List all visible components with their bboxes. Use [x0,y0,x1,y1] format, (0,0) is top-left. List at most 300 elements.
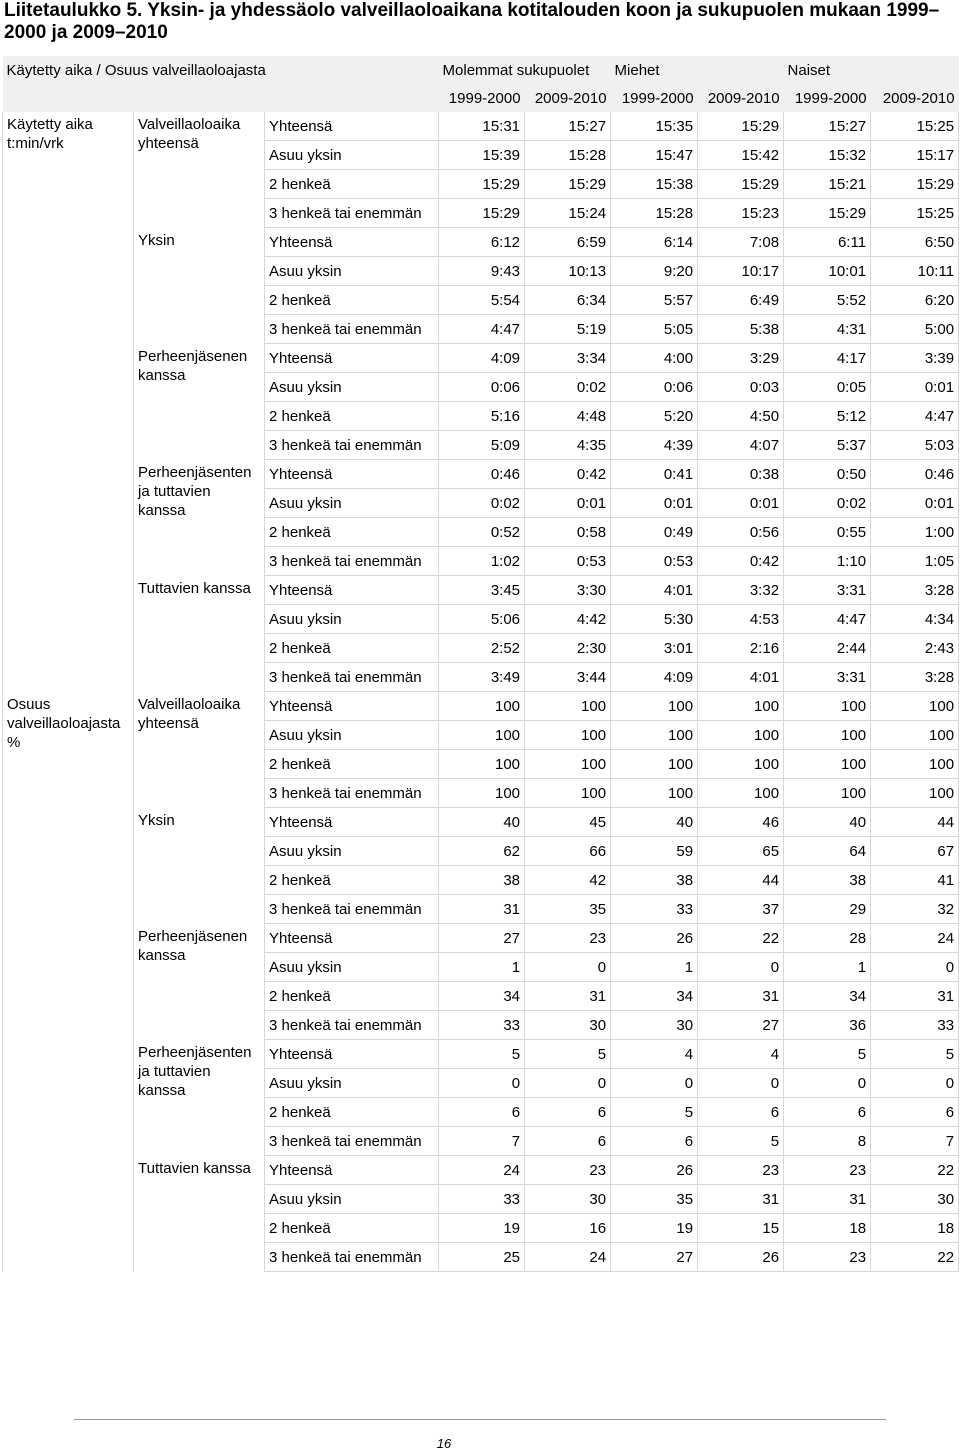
row-label: Yhteensä [265,228,439,257]
value-cell: 0 [698,1069,784,1098]
section-label: Käytetty aika t:min/vrk [3,112,134,692]
value-cell: 62 [439,837,525,866]
value-cell: 15:28 [525,141,611,170]
value-cell: 10:17 [698,257,784,286]
value-cell: 4:01 [611,576,698,605]
row-label: Yhteensä [265,924,439,953]
value-cell: 0:55 [784,518,871,547]
value-cell: 100 [871,779,959,808]
table-body [3,112,959,1272]
value-cell: 7 [871,1127,959,1156]
value-cell: 24 [871,924,959,953]
row-label: 3 henkeä tai enemmän [265,1243,439,1272]
value-cell: 100 [698,721,784,750]
value-cell: 6 [871,1098,959,1127]
value-cell: 23 [784,1243,871,1272]
value-cell: 100 [439,692,525,721]
value-cell: 0 [784,1069,871,1098]
value-cell: 40 [439,808,525,837]
value-cell: 4:34 [871,605,959,634]
value-cell: 3:45 [439,576,525,605]
value-cell: 28 [784,924,871,953]
value-cell: 15:17 [871,141,959,170]
value-cell: 15:31 [439,112,525,141]
value-cell: 0:06 [439,373,525,402]
value-cell: 10:13 [525,257,611,286]
value-cell: 6:14 [611,228,698,257]
value-cell: 18 [784,1214,871,1243]
value-cell: 30 [611,1011,698,1040]
value-cell: 31 [698,1185,784,1214]
data-table [2,56,959,1272]
value-cell: 19 [611,1214,698,1243]
value-cell: 0 [439,1069,525,1098]
row-label: Yhteensä [265,576,439,605]
value-cell: 15:29 [439,170,525,199]
value-cell: 15:23 [698,199,784,228]
value-cell: 100 [525,692,611,721]
value-cell: 10:11 [871,257,959,286]
value-cell: 2:44 [784,634,871,663]
row-label: Yhteensä [265,692,439,721]
value-cell: 33 [439,1185,525,1214]
value-cell: 0 [525,953,611,982]
value-cell: 27 [439,924,525,953]
value-cell: 7:08 [698,228,784,257]
value-cell: 0:05 [784,373,871,402]
table-row [3,576,959,605]
row-label: 2 henkeä [265,518,439,547]
row-label: Asuu yksin [265,489,439,518]
header-group-women: Naiset [784,56,959,84]
value-cell: 5 [698,1127,784,1156]
header-group-men: Miehet [611,56,784,84]
value-cell: 1:00 [871,518,959,547]
value-cell: 0:01 [698,489,784,518]
table-row [3,344,959,373]
value-cell: 15:21 [784,170,871,199]
value-cell: 15 [698,1214,784,1243]
row-label: Yhteensä [265,1040,439,1069]
header-stub-empty [3,84,439,112]
value-cell: 100 [871,692,959,721]
value-cell: 0:56 [698,518,784,547]
page-title: Liitetaulukko 5. Yksin- ja yhdessäolo valveillaoloaikana kotitalouden koon ja sukupuolen mukaan 1999–2000 ja 2009–2010 [4,0,940,43]
value-cell: 0:01 [871,373,959,402]
value-cell: 5:06 [439,605,525,634]
value-cell: 30 [525,1185,611,1214]
group-label: Perheenjäsenten ja tuttavien kanssa [134,1040,265,1156]
value-cell: 5:16 [439,402,525,431]
value-cell: 1 [439,953,525,982]
value-cell: 1:10 [784,547,871,576]
value-cell: 15:42 [698,141,784,170]
value-cell: 6 [439,1098,525,1127]
row-label: Asuu yksin [265,953,439,982]
value-cell: 3:31 [784,576,871,605]
table-row [3,112,959,141]
value-cell: 6:49 [698,286,784,315]
value-cell: 15:38 [611,170,698,199]
value-cell: 0:01 [611,489,698,518]
value-cell: 15:29 [784,199,871,228]
value-cell: 4:01 [698,663,784,692]
value-cell: 15:35 [611,112,698,141]
value-cell: 38 [439,866,525,895]
header-year: 1999-2000 [439,84,525,112]
group-label: Tuttavien kanssa [134,576,265,692]
value-cell: 100 [784,692,871,721]
value-cell: 5 [784,1040,871,1069]
value-cell: 100 [698,692,784,721]
value-cell: 35 [525,895,611,924]
value-cell: 34 [439,982,525,1011]
value-cell: 45 [525,808,611,837]
value-cell: 5:19 [525,315,611,344]
row-label: Yhteensä [265,808,439,837]
value-cell: 5 [871,1040,959,1069]
value-cell: 3:01 [611,634,698,663]
value-cell: 5:52 [784,286,871,315]
row-label: Asuu yksin [265,605,439,634]
value-cell: 0:42 [698,547,784,576]
value-cell: 26 [611,924,698,953]
header-year: 2009-2010 [525,84,611,112]
table-row [3,460,959,489]
row-label: Asuu yksin [265,141,439,170]
value-cell: 24 [439,1156,525,1185]
value-cell: 38 [611,866,698,895]
value-cell: 40 [611,808,698,837]
value-cell: 5:30 [611,605,698,634]
value-cell: 44 [871,808,959,837]
value-cell: 8 [784,1127,871,1156]
value-cell: 0:42 [525,460,611,489]
value-cell: 5 [611,1098,698,1127]
section-label: Osuus valveillaoloajasta % [3,692,134,1272]
value-cell: 5:38 [698,315,784,344]
table-row [3,692,959,721]
value-cell: 4:07 [698,431,784,460]
value-cell: 44 [698,866,784,895]
header-stub: Käytetty aika / Osuus valveillaoloajasta [3,56,439,84]
value-cell: 15:28 [611,199,698,228]
row-label: Asuu yksin [265,721,439,750]
value-cell: 100 [871,750,959,779]
value-cell: 18 [871,1214,959,1243]
value-cell: 15:27 [525,112,611,141]
row-label: Asuu yksin [265,1185,439,1214]
value-cell: 15:32 [784,141,871,170]
row-label: 3 henkeä tai enemmän [265,1127,439,1156]
value-cell: 37 [698,895,784,924]
header-group-both: Molemmat sukupuolet [439,56,611,84]
value-cell: 4:47 [784,605,871,634]
value-cell: 35 [611,1185,698,1214]
value-cell: 3:30 [525,576,611,605]
header-year: 2009-2010 [698,84,784,112]
value-cell: 100 [611,750,698,779]
value-cell: 6 [611,1127,698,1156]
value-cell: 100 [439,721,525,750]
value-cell: 4:48 [525,402,611,431]
group-label: Valveillaoloaika yhteensä [134,112,265,228]
value-cell: 15:24 [525,199,611,228]
value-cell: 0:01 [525,489,611,518]
value-cell: 10:01 [784,257,871,286]
value-cell: 23 [784,1156,871,1185]
value-cell: 15:29 [525,170,611,199]
value-cell: 3:49 [439,663,525,692]
value-cell: 9:20 [611,257,698,286]
value-cell: 22 [698,924,784,953]
value-cell: 0:46 [439,460,525,489]
value-cell: 100 [698,750,784,779]
value-cell: 33 [611,895,698,924]
row-label: 3 henkeä tai enemmän [265,895,439,924]
value-cell: 4:39 [611,431,698,460]
value-cell: 32 [871,895,959,924]
value-cell: 27 [611,1243,698,1272]
value-cell: 6:12 [439,228,525,257]
row-label: 2 henkeä [265,286,439,315]
value-cell: 3:31 [784,663,871,692]
group-label: Valveillaoloaika yhteensä [134,692,265,808]
value-cell: 9:43 [439,257,525,286]
value-cell: 4:47 [871,402,959,431]
value-cell: 31 [871,982,959,1011]
row-label: Yhteensä [265,112,439,141]
table-row [3,924,959,953]
row-label: Asuu yksin [265,1069,439,1098]
value-cell: 15:25 [871,112,959,141]
value-cell: 33 [871,1011,959,1040]
value-cell: 64 [784,837,871,866]
group-label: Tuttavien kanssa [134,1156,265,1272]
value-cell: 0:53 [525,547,611,576]
value-cell: 16 [525,1214,611,1243]
value-cell: 3:39 [871,344,959,373]
value-cell: 6 [784,1098,871,1127]
value-cell: 4:53 [698,605,784,634]
value-cell: 5:05 [611,315,698,344]
value-cell: 6:59 [525,228,611,257]
value-cell: 15:29 [871,170,959,199]
value-cell: 100 [439,779,525,808]
value-cell: 22 [871,1243,959,1272]
value-cell: 0:41 [611,460,698,489]
header-year: 2009-2010 [871,84,959,112]
value-cell: 0:02 [439,489,525,518]
row-label: Asuu yksin [265,257,439,286]
value-cell: 23 [525,924,611,953]
value-cell: 6:50 [871,228,959,257]
value-cell: 41 [871,866,959,895]
row-label: 2 henkeä [265,1214,439,1243]
value-cell: 19 [439,1214,525,1243]
value-cell: 0:58 [525,518,611,547]
value-cell: 23 [525,1156,611,1185]
value-cell: 2:30 [525,634,611,663]
value-cell: 22 [871,1156,959,1185]
value-cell: 2:16 [698,634,784,663]
value-cell: 100 [784,779,871,808]
value-cell: 31 [439,895,525,924]
row-label: Yhteensä [265,344,439,373]
value-cell: 23 [698,1156,784,1185]
row-label: 3 henkeä tai enemmän [265,779,439,808]
table-row [3,1156,959,1185]
value-cell: 4:09 [611,663,698,692]
value-cell: 4:47 [439,315,525,344]
page-number: 16 [436,1436,452,1451]
value-cell: 4 [698,1040,784,1069]
value-cell: 59 [611,837,698,866]
value-cell: 5:54 [439,286,525,315]
value-cell: 1:02 [439,547,525,576]
value-cell: 42 [525,866,611,895]
value-cell: 4:00 [611,344,698,373]
value-cell: 0 [611,1069,698,1098]
row-label: 2 henkeä [265,1098,439,1127]
row-label: 2 henkeä [265,982,439,1011]
value-cell: 3:29 [698,344,784,373]
value-cell: 0:02 [784,489,871,518]
value-cell: 1:05 [871,547,959,576]
row-label: 3 henkeä tai enemmän [265,431,439,460]
row-label: 2 henkeä [265,402,439,431]
value-cell: 3:34 [525,344,611,373]
row-label: 3 henkeä tai enemmän [265,315,439,344]
header-row-years [3,84,959,112]
value-cell: 0:02 [525,373,611,402]
value-cell: 6 [525,1098,611,1127]
value-cell: 0:46 [871,460,959,489]
value-cell: 31 [698,982,784,1011]
value-cell: 67 [871,837,959,866]
value-cell: 0:53 [611,547,698,576]
value-cell: 3:28 [871,576,959,605]
value-cell: 30 [525,1011,611,1040]
value-cell: 26 [611,1156,698,1185]
value-cell: 15:29 [698,112,784,141]
row-label: 2 henkeä [265,866,439,895]
value-cell: 4:50 [698,402,784,431]
value-cell: 31 [525,982,611,1011]
value-cell: 5 [439,1040,525,1069]
value-cell: 4:17 [784,344,871,373]
group-label: Perheenjäsenten ja tuttavien kanssa [134,460,265,576]
value-cell: 100 [611,779,698,808]
value-cell: 5:03 [871,431,959,460]
group-label: Yksin [134,228,265,344]
value-cell: 30 [871,1185,959,1214]
value-cell: 26 [698,1243,784,1272]
value-cell: 15:39 [439,141,525,170]
header-year: 1999-2000 [611,84,698,112]
value-cell: 5:57 [611,286,698,315]
value-cell: 0 [525,1069,611,1098]
value-cell: 0 [871,1069,959,1098]
value-cell: 5 [525,1040,611,1069]
group-label: Perheenjäsenen kanssa [134,924,265,1040]
row-label: 2 henkeä [265,750,439,779]
value-cell: 100 [611,721,698,750]
value-cell: 0:52 [439,518,525,547]
group-label: Yksin [134,808,265,924]
value-cell: 6 [698,1098,784,1127]
row-label: 2 henkeä [265,170,439,199]
value-cell: 3:44 [525,663,611,692]
value-cell: 24 [525,1243,611,1272]
footer-rule [74,1419,886,1420]
value-cell: 100 [698,779,784,808]
value-cell: 34 [784,982,871,1011]
value-cell: 33 [439,1011,525,1040]
value-cell: 6:20 [871,286,959,315]
value-cell: 100 [439,750,525,779]
row-label: 3 henkeä tai enemmän [265,199,439,228]
value-cell: 4:42 [525,605,611,634]
value-cell: 65 [698,837,784,866]
value-cell: 36 [784,1011,871,1040]
value-cell: 100 [784,721,871,750]
value-cell: 6:34 [525,286,611,315]
value-cell: 31 [784,1185,871,1214]
group-label: Perheenjäsenen kanssa [134,344,265,460]
value-cell: 2:52 [439,634,525,663]
value-cell: 15:27 [784,112,871,141]
value-cell: 25 [439,1243,525,1272]
value-cell: 5:09 [439,431,525,460]
value-cell: 4:35 [525,431,611,460]
value-cell: 34 [611,982,698,1011]
value-cell: 66 [525,837,611,866]
row-label: 2 henkeä [265,634,439,663]
value-cell: 100 [525,721,611,750]
value-cell: 100 [611,692,698,721]
value-cell: 0:50 [784,460,871,489]
value-cell: 0:06 [611,373,698,402]
value-cell: 3:28 [871,663,959,692]
value-cell: 0:38 [698,460,784,489]
value-cell: 100 [871,721,959,750]
row-label: Asuu yksin [265,373,439,402]
value-cell: 29 [784,895,871,924]
value-cell: 38 [784,866,871,895]
table-row [3,228,959,257]
value-cell: 0:01 [871,489,959,518]
value-cell: 6 [525,1127,611,1156]
value-cell: 5:20 [611,402,698,431]
value-cell: 2:43 [871,634,959,663]
value-cell: 100 [525,750,611,779]
value-cell: 27 [698,1011,784,1040]
value-cell: 5:12 [784,402,871,431]
value-cell: 100 [525,779,611,808]
table-row [3,1040,959,1069]
header-row-groups [3,56,959,84]
value-cell: 4:09 [439,344,525,373]
value-cell: 5:00 [871,315,959,344]
value-cell: 15:29 [698,170,784,199]
table-row [3,808,959,837]
value-cell: 1 [784,953,871,982]
row-label: 3 henkeä tai enemmän [265,547,439,576]
row-label: Yhteensä [265,460,439,489]
value-cell: 7 [439,1127,525,1156]
value-cell: 6:11 [784,228,871,257]
